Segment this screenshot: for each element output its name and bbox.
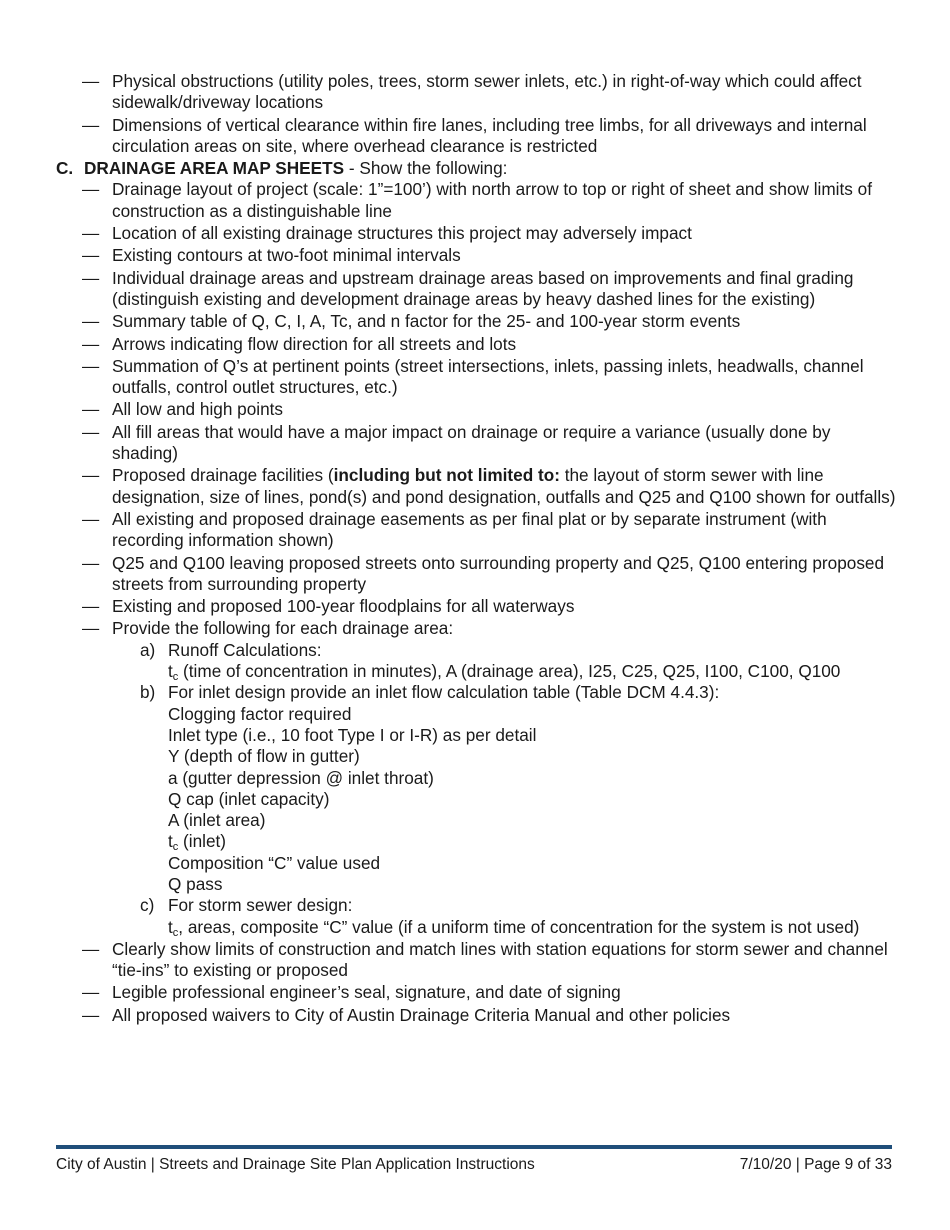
runoff-detail-text: (time of concentration in minutes), A (drainage area), I25, C25, Q25, I100, C100, Q100 [178, 661, 841, 682]
list-item [56, 245, 896, 266]
list-item-text: Dimensions of vertical clearance within fire lanes, including tree limbs, for all driveways and internal circulation areas on site, where overhead clearance is restricted [112, 114, 867, 156]
storm-sewer-detail [168, 917, 896, 938]
facilities-text-start: Proposed drainage facilities ( [112, 465, 334, 486]
list-item [56, 422, 896, 465]
inlet-line: Composition “C” value used [168, 852, 381, 873]
inlet-line: Inlet type (i.e., 10 foot Type I or I-R) as per detail [168, 724, 537, 745]
list-item [56, 71, 896, 114]
dash-bullet: — [82, 114, 100, 135]
list-item-provide [56, 618, 896, 937]
storm-sewer-detail-text: , areas, composite “C” value (if a uniform time of concentration for the system is not used) [178, 916, 860, 937]
list-item-text: Summary table of Q, C, I, A, Tc, and n factor for the 25- and 100-year storm events [112, 311, 741, 332]
tc-symbol: t [168, 831, 173, 852]
dash-bullet: — [82, 245, 100, 266]
runoff-detail [168, 661, 896, 682]
dash-bullet: — [82, 71, 100, 91]
tc-symbol: t [168, 661, 173, 682]
dash-bullet: — [82, 311, 100, 332]
dash-bullet: — [82, 465, 100, 486]
dash-bullet: — [82, 421, 100, 442]
sublist-item-inlet [112, 682, 896, 895]
sublist-item-storm-sewer [112, 895, 896, 938]
footer-page-number: 7/10/20 | Page 9 of 33 [739, 1156, 892, 1173]
footer-document-title: City of Austin | Streets and Drainage Site Plan Application Instructions [56, 1156, 535, 1173]
dash-bullet: — [82, 938, 100, 959]
document-body [56, 71, 896, 1027]
list-item-text: Location of all existing drainage structures this project may adversely impact [112, 223, 692, 244]
list-item-text: All low and high points [112, 399, 284, 420]
section-letter: C. [56, 158, 74, 179]
list-item [56, 356, 896, 399]
list-item [56, 982, 896, 1003]
dash-bullet: — [82, 355, 100, 376]
dash-bullet: — [82, 1004, 100, 1025]
list-item [56, 1005, 896, 1026]
list-item-text: Q25 and Q100 leaving proposed streets onto surrounding property and Q25, Q100 entering proposed streets from surrounding property [112, 552, 885, 594]
inlet-line: Clogging factor required [168, 703, 352, 724]
drainage-requirements-list [56, 179, 896, 1026]
dash-bullet: — [82, 267, 100, 288]
list-item-text: Physical obstructions (utility poles, trees, storm sewer inlets, etc.) in right-of-way which could affect sidewalk/driveway locations [112, 71, 862, 113]
sublist-item-runoff [112, 640, 896, 683]
storm-sewer-heading: For storm sewer design: [168, 895, 353, 916]
list-item-text: Existing contours at two-foot minimal intervals [112, 245, 461, 266]
section-heading [56, 158, 896, 179]
facilities-text-end: the layout of storm sewer with line designation, size of lines, pond(s) and pond designation, outfalls and Q25 and Q100 shown for outfalls) [112, 465, 896, 507]
dash-bullet: — [82, 508, 100, 529]
runoff-heading: Runoff Calculations: [168, 639, 322, 660]
dash-bullet: — [82, 399, 100, 420]
list-item [56, 939, 896, 982]
list-item [56, 399, 896, 420]
list-item-text: All existing and proposed drainage easements as per final plat or by separate instrument (with recording information shown) [112, 508, 827, 551]
list-item [56, 179, 896, 222]
list-item [56, 268, 896, 311]
inlet-line: A (inlet area) [168, 810, 266, 831]
dash-bullet: — [82, 333, 100, 354]
list-item [56, 596, 896, 617]
list-item [56, 553, 896, 596]
tc-subscript: c [172, 926, 179, 939]
list-item-text: Legible professional engineer’s seal, signature, and date of signing [112, 982, 621, 1003]
list-item [56, 223, 896, 244]
tc-symbol: t [168, 916, 173, 937]
drainage-area-sublist [112, 640, 896, 938]
section-subtitle: - Show the following: [344, 158, 508, 179]
inlet-line-tc [168, 831, 896, 852]
facilities-emphasis: including but not limited to: [333, 465, 560, 486]
list-item [56, 334, 896, 355]
sublist-marker: a) [140, 639, 156, 660]
dash-bullet: — [82, 618, 100, 639]
section-title: DRAINAGE AREA MAP SHEETS [84, 158, 345, 179]
dash-bullet: — [82, 552, 100, 573]
tc-subscript: c [172, 671, 179, 684]
list-item-facilities [56, 465, 896, 508]
list-item-text: All fill areas that would have a major impact on drainage or require a variance (usually done by shading) [112, 421, 831, 464]
list-item-text: Clearly show limits of construction and match lines with station equations for storm sewer and channel “tie-ins” to existing or proposed [112, 938, 888, 981]
sublist-marker: c) [140, 895, 155, 916]
continued-list [56, 71, 896, 157]
inlet-line: a (gutter depression @ inlet throat) [168, 767, 434, 788]
tc-inlet-text: (inlet) [178, 831, 227, 852]
list-item-text: Existing and proposed 100-year floodplains for all waterways [112, 596, 575, 617]
dash-bullet: — [82, 179, 100, 200]
list-item-text: Individual drainage areas and upstream drainage areas based on improvements and final grading (distinguish existing and development drainage areas by heavy dashed lines for the existing) [112, 267, 854, 309]
dash-bullet: — [82, 982, 100, 1003]
list-item-text: All proposed waivers to City of Austin Drainage Criteria Manual and other policies [112, 1004, 731, 1025]
list-item-text: Arrows indicating flow direction for all streets and lots [112, 333, 517, 354]
dash-bullet: — [82, 223, 100, 244]
list-item-text: Drainage layout of project (scale: 1”=100’) with north arrow to top or right of sheet and show limits of construction as a distinguishable line [112, 179, 872, 221]
list-item [56, 115, 896, 158]
tc-subscript: c [172, 841, 179, 854]
inlet-line: Y (depth of flow in gutter) [168, 746, 360, 767]
inlet-line: Q cap (inlet capacity) [168, 788, 330, 809]
list-item-text: Provide the following for each drainage area: [112, 618, 454, 639]
sublist-marker: b) [140, 682, 156, 703]
dash-bullet: — [82, 596, 100, 617]
inlet-heading: For inlet design provide an inlet flow calculation table (Table DCM 4.4.3): [168, 682, 720, 703]
list-item-text: Summation of Q’s at pertinent points (street intersections, inlets, passing inlets, headwalls, channel outfalls, control outlet structures, etc.) [112, 355, 864, 398]
list-item [56, 311, 896, 332]
footer-divider [56, 1145, 892, 1149]
inlet-line: Q pass [168, 873, 223, 894]
list-item [56, 509, 896, 552]
